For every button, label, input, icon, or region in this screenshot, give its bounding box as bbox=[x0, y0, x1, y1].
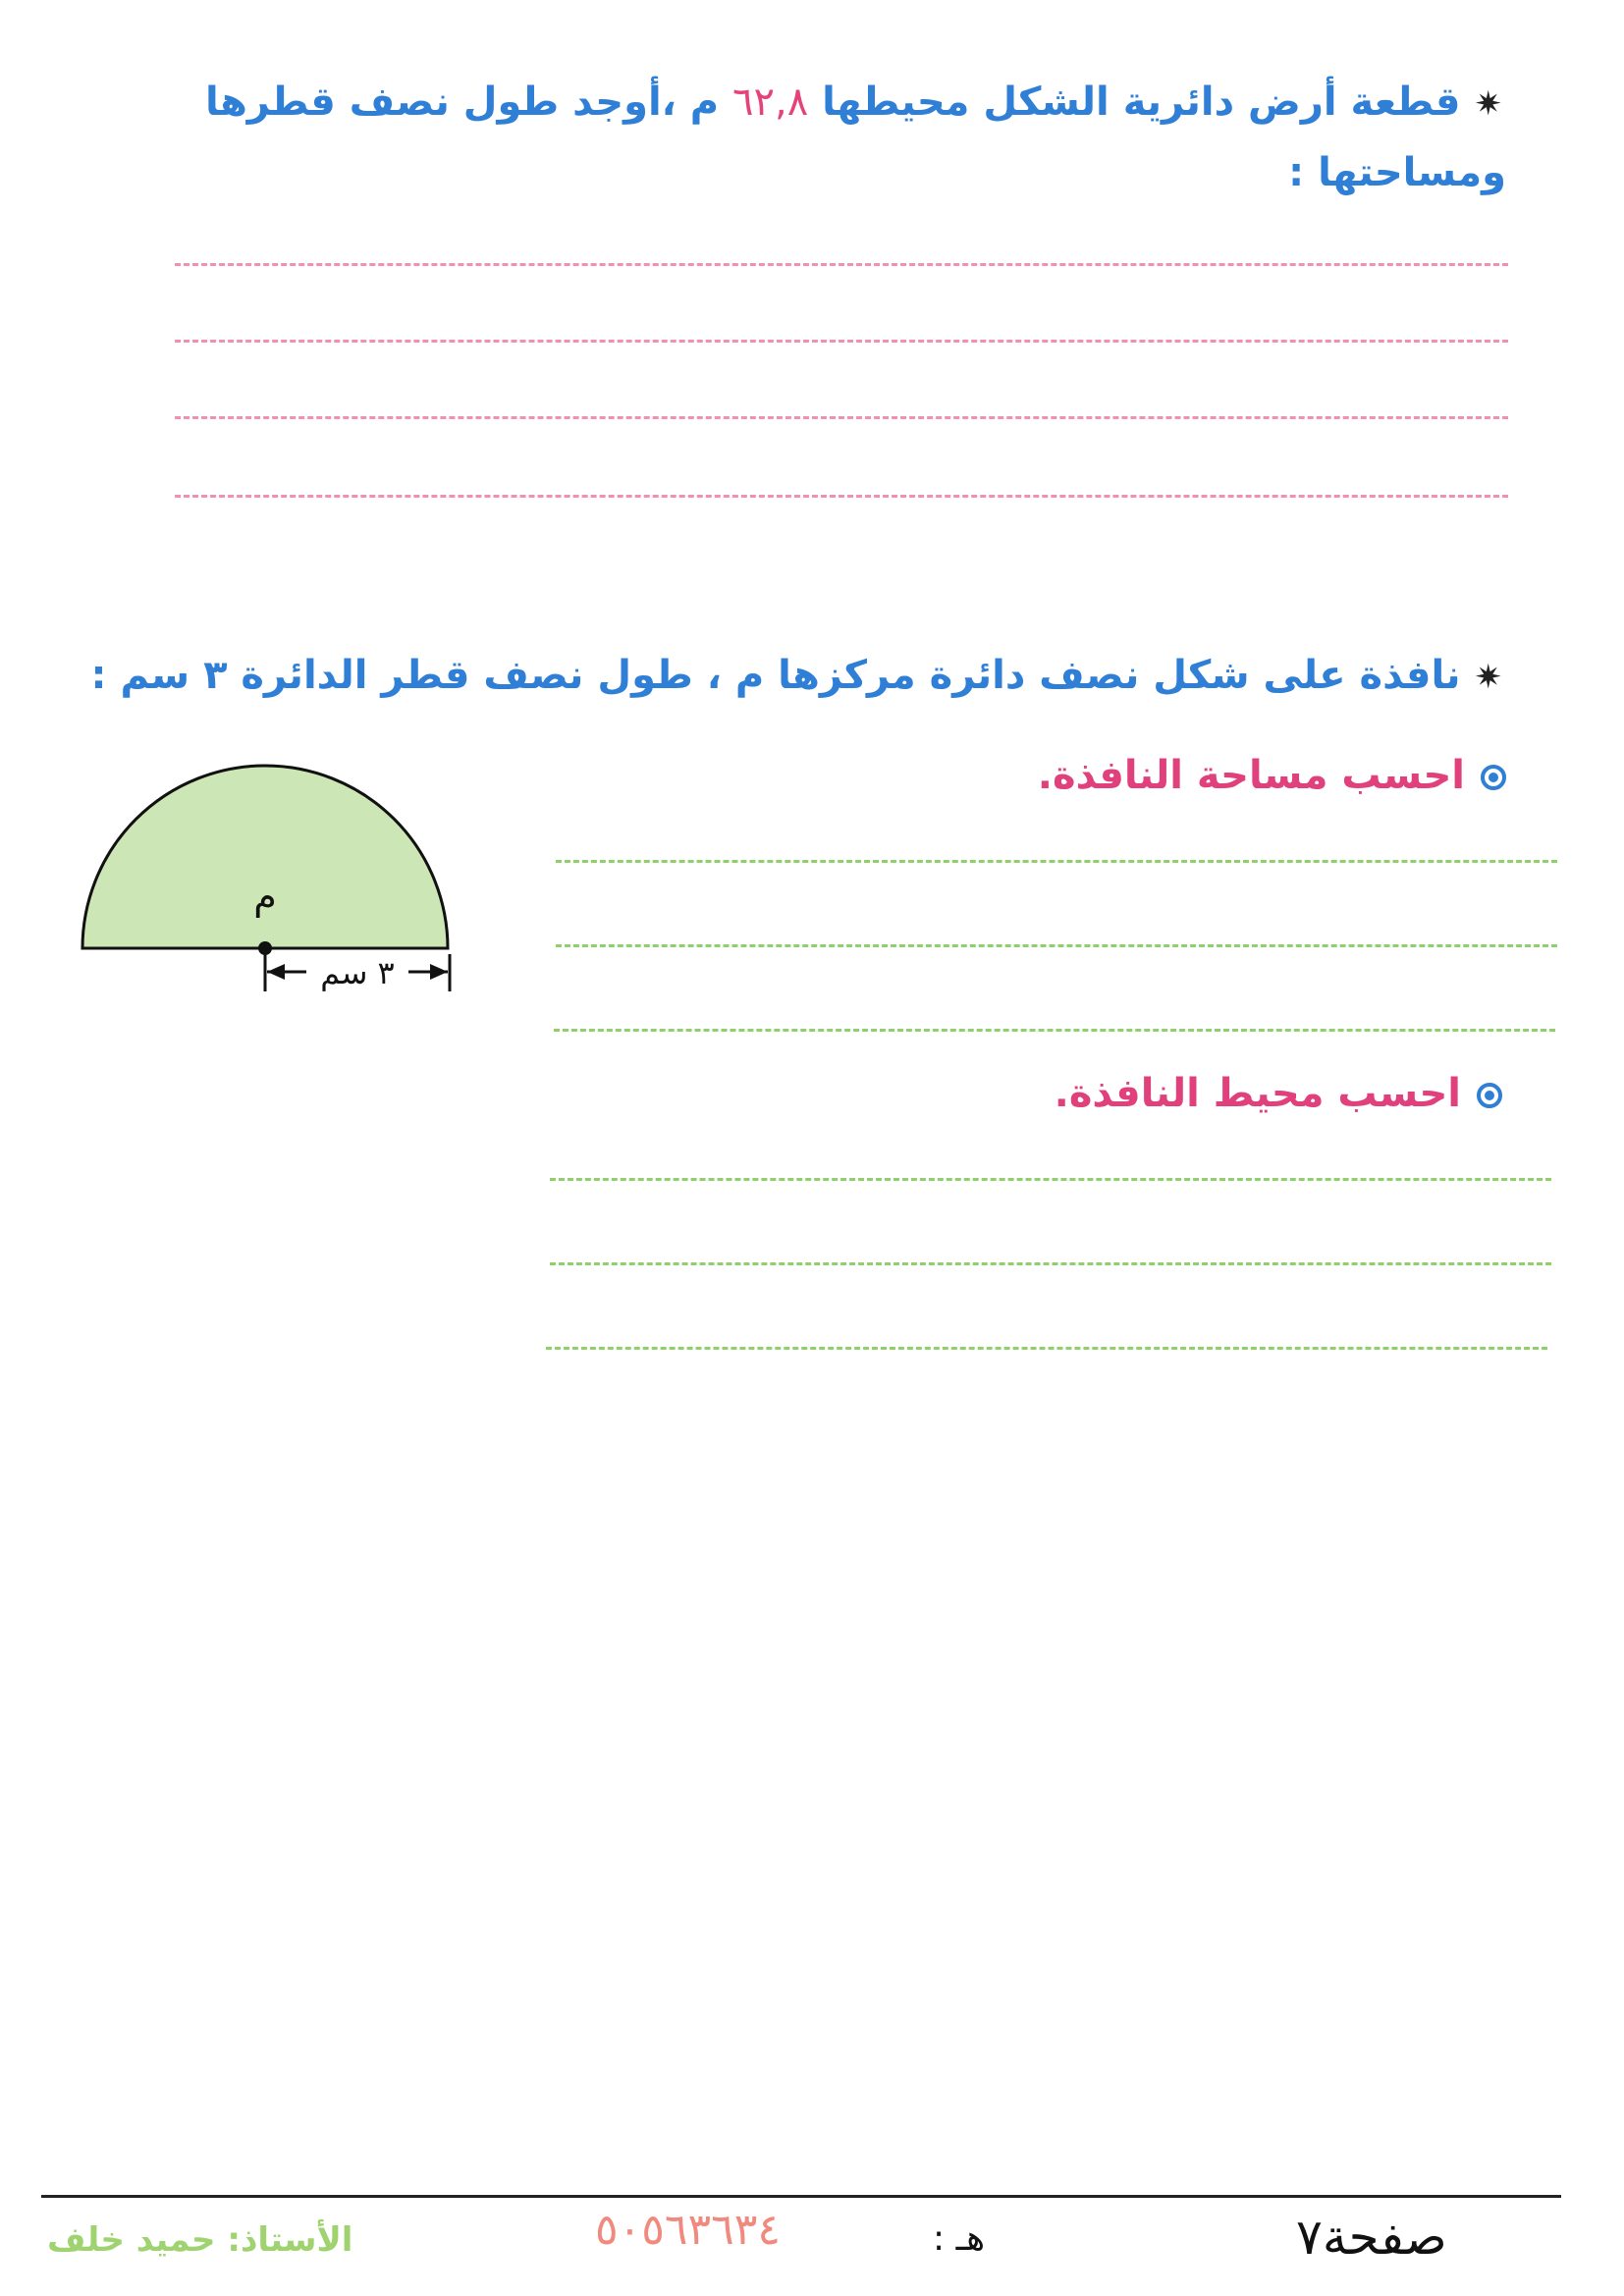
question-1-line-2: ومساحتها : bbox=[1288, 150, 1506, 195]
answer-line[interactable] bbox=[556, 944, 1557, 947]
answer-line[interactable] bbox=[556, 860, 1557, 863]
page-number: صفحة٧ bbox=[1296, 2209, 1447, 2266]
ring-bullet-icon bbox=[1477, 1083, 1502, 1108]
answer-line[interactable] bbox=[175, 495, 1508, 498]
sub-question-perimeter bbox=[1055, 1064, 1502, 1123]
semicircle-shape bbox=[82, 766, 448, 948]
phone-number: ٥٠٥٦٣٦٣٤ bbox=[595, 2205, 782, 2255]
teacher-name: الأستاذ: حميد خلف bbox=[47, 2220, 353, 2260]
answer-line[interactable] bbox=[546, 1347, 1547, 1350]
answer-line[interactable] bbox=[175, 416, 1508, 419]
answer-line[interactable] bbox=[175, 340, 1508, 343]
answer-line[interactable] bbox=[175, 263, 1508, 266]
arrowhead-left-icon bbox=[267, 964, 285, 980]
sub-question-area bbox=[1038, 746, 1506, 805]
question-2-text: نافذة على شكل نصف دائرة مركزها م ، طول نصف قطر الدائرة ٣ سم : bbox=[90, 653, 1461, 698]
semicircle-window-figure bbox=[59, 746, 471, 1021]
arrowhead-right-icon bbox=[430, 964, 448, 980]
footer-divider bbox=[41, 2195, 1561, 2198]
ring-bullet-icon bbox=[1481, 765, 1506, 790]
center-point bbox=[258, 941, 272, 955]
star-bullet-icon: ✷ bbox=[1474, 658, 1502, 697]
answer-line[interactable] bbox=[550, 1178, 1551, 1181]
question-1-line-1 bbox=[205, 73, 1502, 133]
question-1-text-part1: قطعة أرض دائرية الشكل محيطها bbox=[808, 80, 1461, 125]
question-2-line bbox=[91, 646, 1502, 707]
circumference-value: ٦٢,٨ bbox=[732, 80, 809, 125]
center-label: م bbox=[253, 875, 277, 918]
sub-question-area-text: احسب مساحة النافذة. bbox=[1037, 753, 1465, 798]
dimension-label: ٣ سم bbox=[320, 954, 395, 991]
phone-prefix: هـ : bbox=[933, 2218, 986, 2259]
answer-line[interactable] bbox=[554, 1029, 1555, 1032]
question-1-text-part2: م ،أوجد طول نصف قطرها bbox=[205, 80, 733, 125]
star-bullet-icon: ✷ bbox=[1474, 84, 1502, 124]
answer-line[interactable] bbox=[550, 1262, 1551, 1265]
sub-question-perimeter-text: احسب محيط النافذة. bbox=[1054, 1071, 1461, 1116]
